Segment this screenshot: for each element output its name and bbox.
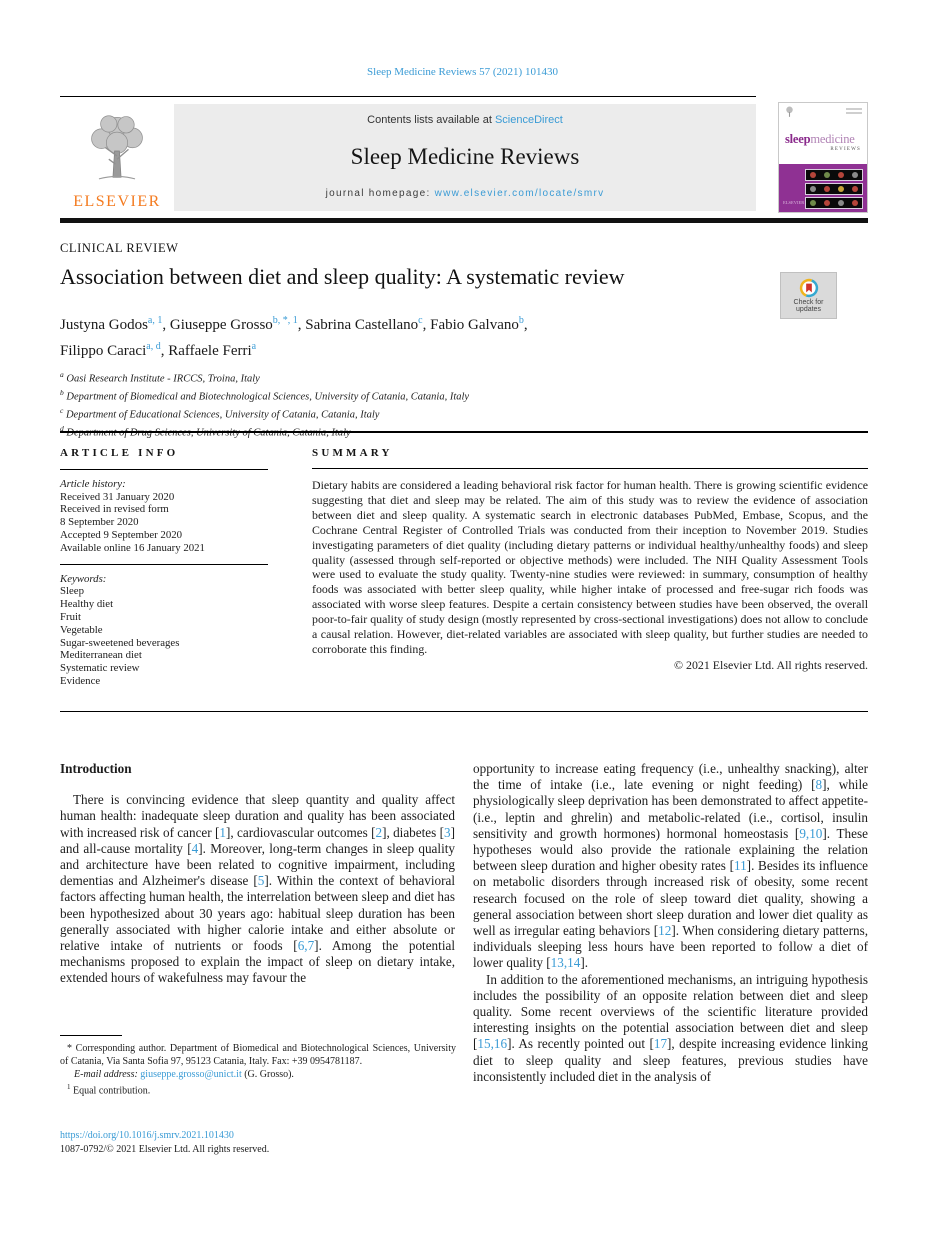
keyword-item: Mediterranean diet	[60, 649, 142, 662]
citation-ref[interactable]: 13,14	[550, 955, 581, 971]
copyright-line: © 2021 Elsevier Ltd. All rights reserved.	[674, 657, 868, 672]
cover-image-band	[779, 164, 867, 212]
citation-ref[interactable]: 2	[375, 824, 383, 840]
author-separator: ,	[422, 317, 431, 333]
brain-scan-strip	[805, 169, 863, 181]
cover-issue-info	[846, 108, 862, 116]
doi-link[interactable]: https://doi.org/10.1016/j.smrv.2021.101430	[60, 1130, 234, 1141]
author-list	[60, 310, 790, 362]
citation-ref[interactable]: 8	[815, 777, 823, 793]
author-superscript: c	[418, 315, 423, 326]
keyword-item: Systematic review	[60, 662, 140, 675]
body-right-column	[473, 761, 868, 1085]
doi-block	[60, 1129, 269, 1156]
author-line-2	[60, 336, 790, 362]
cover-title-sleep: sleep	[785, 132, 811, 146]
divider	[312, 468, 868, 469]
author-name: Filippo Caraci	[60, 343, 147, 359]
brain-scan-strip	[805, 197, 863, 209]
author-superscript: a, 1	[147, 315, 163, 326]
body-paragraph: opportunity to increase eating frequency (i.e., unhealthy snacking), alter the time of intake (i.e., late evening or night feeding) [8], while physiologically sleep deprivation has been demonstrated to affect appetite- (i.e., leptin and ghrelin) and metabolic-related (i.e., cortisol, insulin sensitivity and growth hormones) hormonal homeostasis [9,10]. These hypotheses would also provide the rationale explaining the relation between sleep duration and higher obesity rates [11]. Besides its influence on metabolic disorders through increased risk of obesity, some recent research focused on the role of sleep toward diet quality, showing a general association between short sleep duration and lower diet quality as well as irregular eating behaviors [12]. When considering dietary patterns, individuals sleeping less hours have been reported to follow a diet of lower quality [13,14].	[473, 761, 869, 971]
email-tail: (G. Grosso).	[241, 1068, 294, 1080]
journal-homepage-link[interactable]: www.elsevier.com/locate/smrv	[434, 188, 605, 199]
history-item: Accepted 9 September 2020	[60, 528, 183, 541]
check-for-updates-label: Check for updates	[793, 298, 824, 313]
author-email-link[interactable]: giuseppe.grosso@unict.it	[140, 1068, 242, 1080]
article-type-label: CLINICAL REVIEW	[60, 241, 179, 255]
journal-cover-thumbnail	[778, 102, 868, 213]
cover-publisher-label: ELSEVIER	[783, 200, 805, 205]
author-name: Sabrina Castellano	[305, 317, 419, 333]
citation-ref[interactable]: 6,7	[297, 938, 315, 954]
affiliation-item: $^b$ Department of Biomedical and Biotechnological Sciences, University of Catania, Catania, Italy	[60, 388, 470, 403]
author-separator: ,	[523, 317, 528, 333]
equal-contribution-note: $^1$ Equal contribution.	[67, 1083, 151, 1097]
keyword-item: Vegetable	[60, 623, 103, 636]
affiliations	[60, 368, 469, 440]
journal-title: Sleep Medicine Reviews	[350, 144, 580, 169]
contents-prefix: Contents lists available at	[367, 114, 495, 126]
cover-mini-tree-icon	[784, 106, 795, 119]
history-item: Received 31 January 2020	[60, 490, 175, 503]
corresponding-author-note: * Corresponding author. Department of Biomedical and Biotechnological Sciences, University of Catania, Via Santa Sofia 97, 95123 Catania, Italy. Fax: +39 0954781187.	[60, 1043, 456, 1067]
keyword-item: Sleep	[60, 585, 84, 598]
author-superscript: a	[251, 341, 257, 352]
author-name: Giuseppe Grosso	[169, 317, 273, 333]
author-separator: ,	[162, 317, 170, 333]
homepage-line	[174, 188, 756, 199]
sciencedirect-link[interactable]: ScienceDirect	[494, 114, 563, 126]
keyword-item: Sugar-sweetened beverages	[60, 636, 180, 649]
elsevier-tree-icon	[68, 110, 166, 192]
affiliation-item: $^d$ Department of Drug Sciences, University of Catania, Catania, Italy	[60, 424, 351, 439]
author-superscript: a, d	[146, 341, 161, 352]
article-info-column	[60, 447, 292, 711]
keyword-item: Healthy diet	[60, 598, 114, 611]
brain-scan-strip	[805, 183, 863, 195]
journal-citation-link[interactable]: Sleep Medicine Reviews 57 (2021) 101430	[367, 66, 558, 78]
divider	[60, 469, 268, 470]
author-superscript: b	[518, 315, 524, 326]
keywords-label: Keywords:	[60, 572, 107, 585]
author-line-1	[60, 310, 790, 336]
citation-ref[interactable]: 12	[658, 923, 672, 939]
history-item: Available online 16 January 2021	[60, 541, 205, 554]
author-separator: ,	[297, 317, 306, 333]
journal-banner-block	[60, 96, 756, 211]
keyword-item: Fruit	[60, 610, 81, 623]
crossmark-icon	[799, 278, 819, 298]
history-item: Received in revised form	[60, 503, 169, 516]
abstract-text: Dietary habits are considered a leading behavioral risk factor for human health. There is growing scientific evidence suggesting that diet and sleep may be related. The aim of this study was to review the evidence of association between diet and sleep quality. A systematic search in electronic databases PubMed, Embase, Scopus, and the Cochrane Central Register of Controlled Trials was conducted from their inception to November 2019. Studies investigating parameters of diet quality (including dietary patterns or individual healthy/unhealthy foods) and sleep quality (assessed through self-reported or objective methods) were included. The NIH Quality Assessment Tools were used to evaluate the study quality. Twenty-nine studies were reviewed: in summary, consumption of healthy foods was associated with better sleep quality, while higher intake of processed and free-sugar rich foods was associated with worse sleep features. Despite a certain consistency between studies have been observed, the overall poor-to-fair quality of study design (mostly represented by cross-sectional investigations) does not allow to conclude a causal relation. However, diet-related variables are associated with sleep quality, but further studies are needed to corroborate this finding.	[312, 478, 868, 656]
abstract-section	[60, 431, 868, 712]
affiliation-item: $^c$ Department of Educational Sciences, University of Catania, Catania, Italy	[60, 406, 380, 421]
contents-line	[174, 114, 756, 126]
history-item: 8 September 2020	[60, 516, 139, 529]
citation-ref[interactable]: 3	[444, 824, 451, 840]
citation-ref[interactable]: 17	[653, 1036, 668, 1052]
citation-ref[interactable]: 5	[257, 873, 265, 889]
homepage-prefix: journal homepage:	[325, 188, 435, 199]
summary-heading: SUMMARY	[312, 447, 393, 459]
footnote-divider	[60, 1035, 122, 1036]
body-paragraph: There is convincing evidence that sleep quantity and quality affect human health: inadequate sleep duration and quality has been associated with increased risk of cancer [1], cardiovascular outcomes [2], diabetes [3] and all-cause mortality [4]. Moreover, long-term changes in sleep quality and architecture have been related to cognitive impairment, including dementias and Alzheimer's disease [5]. Within the context of behavioral factors affecting human health, the interrelation between sleep and diet has been hypothesized about 30 years ago: habitual sleep duration has been generally associated with higher calorie intake and either absolute or relative intake of nutrients or foods [6,7]. Among the potential mechanisms proposed to explain the impact of sleep on dietary intake, extended hours of wakefulness may favour the	[60, 792, 456, 986]
citation-ref[interactable]: 9,10	[799, 825, 823, 841]
author-name: Justyna Godos	[60, 317, 148, 333]
section-heading-introduction: Introduction	[60, 761, 132, 776]
author-name: Raffaele Ferri	[168, 343, 252, 359]
journal-header	[60, 96, 868, 223]
issn-copyright-line: 1087-0792/© 2021 Elsevier Ltd. All rights reserved.	[60, 1143, 270, 1155]
elsevier-wordmark: ELSEVIER	[73, 193, 161, 210]
keyword-item: Evidence	[60, 674, 101, 687]
cover-subtitle: REVIEWS	[830, 147, 861, 152]
keywords-block	[60, 573, 292, 688]
email-note	[60, 1069, 456, 1082]
citation-ref[interactable]: 1	[219, 824, 226, 840]
citation-ref[interactable]: 11	[733, 858, 747, 874]
affiliation-item: $^a$ Oasi Research Institute - IRCCS, Troina, Italy	[60, 370, 260, 385]
cover-title	[785, 132, 863, 147]
author-separator: ,	[160, 343, 169, 359]
body-paragraph: In addition to the aforementioned mechanisms, an intriguing hypothesis includes the possibility of an opposite relation between diet and sleep quality. Some recent overviews of the scientific literature provided interesting insights on the potential association between diet and sleep [15,16]. As recently pointed out [17], despite increasing evidence linking diet to sleep quality and sleep features, previous studies have inconsistently included diet in the analysis of	[473, 971, 868, 1084]
article-info-heading: ARTICLE INFO	[60, 447, 179, 459]
cover-title-medicine: medicine	[810, 132, 855, 146]
author-superscript: b, *, 1	[272, 315, 298, 326]
footnotes	[60, 1035, 456, 1099]
email-label: E-mail address:	[74, 1068, 138, 1080]
article-history-label: Article history:	[60, 477, 126, 490]
citation-ref[interactable]: 4	[191, 840, 199, 856]
elsevier-logo	[60, 104, 174, 211]
summary-column	[312, 447, 868, 711]
citation-ref[interactable]: 15,16	[477, 1036, 508, 1052]
divider	[60, 564, 268, 565]
article-title: Association between diet and sleep quality: A systematic review	[60, 264, 625, 289]
journal-banner	[174, 104, 756, 211]
author-name: Fabio Galvano	[430, 317, 519, 333]
header-divider	[60, 218, 868, 223]
